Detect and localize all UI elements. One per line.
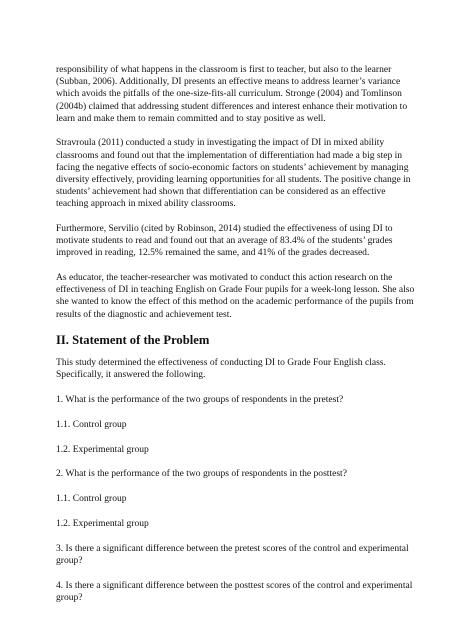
section-heading: II. Statement of the Problem (56, 333, 210, 348)
body-paragraph: As educator, the teacher-researcher was motivated to conduct this action research on the effectiveness of DI in teaching English on Grade Four pupils for a week-long lesson. She also she wanted to know the effect of this method on the academic performance of the pupils from results of the diagnostic and achievement test. (56, 272, 415, 320)
sub-question-item: 1.1. Control group (56, 493, 127, 505)
question-item: 3. Is there a significant difference between the pretest scores of the control and experimental group? (56, 542, 409, 566)
body-paragraph: responsibility of what happens in the classroom is first to teacher, but also to the learner (Subban, 2006). Additionally, DI presents an effective means to address learner’s variance which avoids the pitfalls of the one-size-fits-all curriculum. Stronge (2004) and Tomlinson (2004b) claimed that addressing student differences and interest enhance their motivation to learn and make them to remain committed and to stay positive as well. (56, 64, 408, 124)
question-item: 1. What is the performance of the two groups of respondents in the pretest? (56, 394, 344, 406)
question-item: 4. Is there a significant difference between the posttest scores of the control and experimental group? (56, 579, 413, 603)
question-item: 2. What is the performance of the two groups of respondents in the posttest? (56, 468, 347, 480)
document-page (56, 64, 418, 617)
body-paragraph: Furthermore, Servilio (cited by Robinson, 2014) studied the effectiveness of using DI to motivate students to read and found out that an average of 83.4% of the students’ grades improved in reading, 12.5% remained the same, and 41% of the grades decreased. (56, 223, 393, 259)
body-paragraph: Stravroula (2011) conducted a study in investigating the impact of DI in mixed ability classrooms and found out that the implementation of differentiation had made a big step in facing the negative effects of socio-economic factors on students’ achievement by managing diversity effectively, providing learning opportunities for all students. The positive change in students’ achievement had shown that differentiation can be considered as an effective teaching approach in mixed ability classrooms. (56, 137, 411, 210)
sub-question-item: 1.2. Experimental group (56, 518, 149, 529)
sub-question-item: 1.2. Experimental group (56, 443, 149, 455)
sub-question-item: 1.1. Control group (56, 418, 127, 430)
section-intro: This study determined the effectiveness of conducting DI to Grade Four English class. Specifically, it answered the following. (56, 357, 386, 381)
